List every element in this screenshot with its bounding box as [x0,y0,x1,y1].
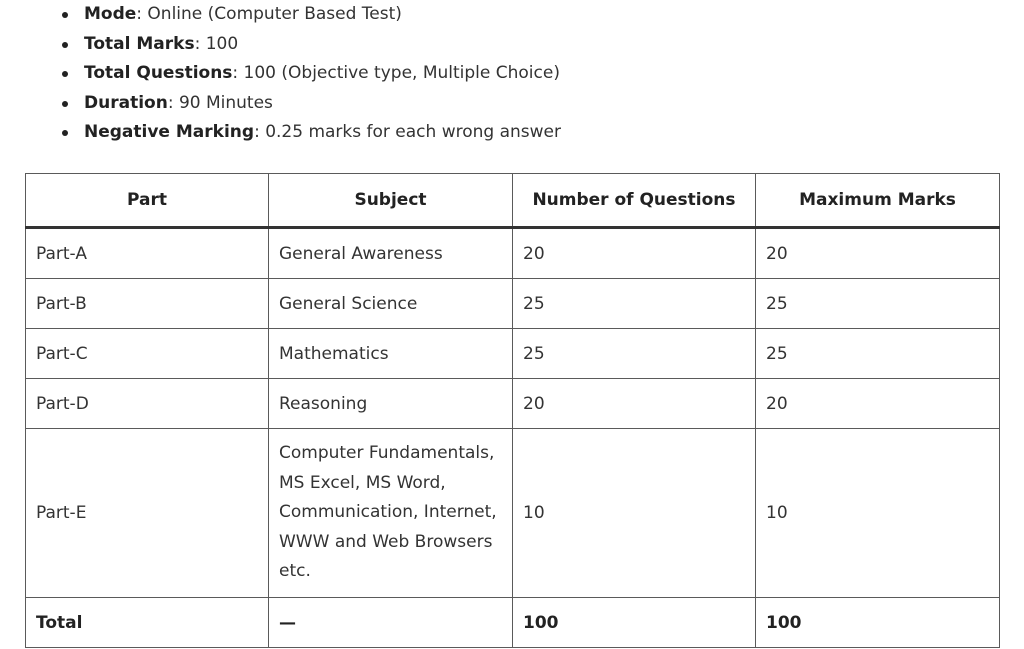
header-number-of-questions: Number of Questions [513,174,756,228]
detail-total-questions [62,59,561,89]
detail-negative-marking [62,118,561,148]
bullet-icon [62,42,68,48]
subject-line: etc. [279,561,311,582]
header-maximum-marks: Maximum Marks [756,174,1000,228]
subject-line: Communication, Internet, [279,502,497,523]
cell-questions: 20 [513,379,756,429]
cell-part: Part-A [26,228,269,279]
bullet-icon [62,130,68,136]
bullet-icon [62,12,68,18]
detail-duration [62,89,561,119]
cell-questions: 10 [513,429,756,598]
subject-line: Computer Fundamentals, [279,443,495,464]
exam-pattern-table [25,173,1000,648]
cell-subject: General Awareness [269,228,513,279]
detail-value: : 0.25 marks for each wrong answer [254,122,561,143]
table-row [26,429,1000,598]
cell-part: Part-E [26,429,269,598]
cell-marks: 20 [756,228,1000,279]
table-header-row [26,174,1000,228]
cell-part: Part-C [26,329,269,379]
cell-marks: 10 [756,429,1000,598]
detail-label: Duration [84,92,168,113]
table-total-row [26,598,1000,648]
subject-line: MS Excel, MS Word, [279,472,446,493]
detail-total-marks [62,30,561,60]
detail-label: Mode [84,4,137,24]
detail-mode [62,0,561,30]
header-subject: Subject [269,174,513,228]
bullet-icon [62,71,68,77]
table-row [26,379,1000,429]
detail-value: : 100 (Objective type, Multiple Choice) [232,63,560,84]
table-row [26,228,1000,279]
cell-subject: General Science [269,279,513,329]
cell-marks: 25 [756,329,1000,379]
header-part: Part [26,174,269,228]
cell-total-marks: 100 [756,598,1000,648]
cell-subject: Reasoning [269,379,513,429]
detail-value: : 100 [194,33,239,54]
cell-questions: 20 [513,228,756,279]
cell-part: Part-B [26,279,269,329]
cell-part: Part-D [26,379,269,429]
cell-subject: Mathematics [269,329,513,379]
subject-line: WWW and Web Browsers [279,531,493,552]
bullet-icon [62,101,68,107]
cell-total-questions: 100 [513,598,756,648]
table-row [26,329,1000,379]
cell-total-subject: — [269,598,513,648]
cell-questions: 25 [513,279,756,329]
detail-value: : Online (Computer Based Test) [136,4,402,24]
exam-details-list [62,0,561,148]
table-row [26,279,1000,329]
cell-total-label: Total [26,598,269,648]
cell-marks: 20 [756,379,1000,429]
detail-label: Total Marks [84,33,195,54]
cell-marks: 25 [756,279,1000,329]
cell-questions: 25 [513,329,756,379]
detail-label: Total Questions [84,63,233,84]
cell-subject [269,429,513,598]
detail-value: : 90 Minutes [167,92,273,113]
detail-label: Negative Marking [84,122,255,143]
